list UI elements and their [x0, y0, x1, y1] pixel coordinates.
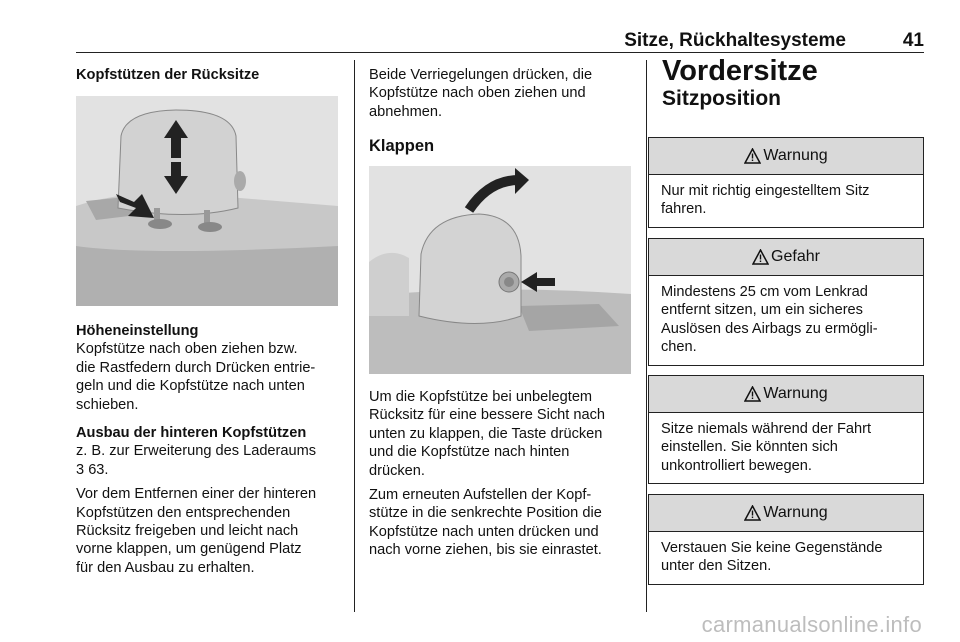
subheading-removal: Ausbau der hinteren Kopfstützen [76, 425, 307, 442]
subheading-fold: Klappen [369, 137, 435, 156]
paragraph: Vor dem Entfernen einer der hinteren Kopfstützen den entsprechenden Rücksitz freigeben und leicht nach vorne klappen, um genügend Platz für den Ausbau zu erhalten. [76, 486, 317, 576]
watermark: carmanualsonline.info [701, 612, 922, 637]
column-1-text [76, 322, 346, 577]
warning-box [648, 137, 924, 228]
column-divider [646, 60, 647, 612]
danger-box [648, 238, 924, 366]
column-1 [76, 66, 344, 84]
headrest-height-illustration [76, 96, 338, 306]
warning-box [648, 494, 924, 585]
subheading-seat-position: Sitzposition [662, 87, 781, 111]
header-divider [76, 52, 924, 53]
paragraph: Kopfstütze nach oben ziehen bzw. die Rastfedern durch Drücken entrie- geln und die Kopfstütze nach unten schieben. [76, 341, 316, 413]
warning-box-body: Sitze niemals während der Fahrt einstellen. Sie könnten sich unkontrolliert bewegen. [661, 421, 872, 474]
warning-box [648, 375, 924, 484]
section-title: Sitze, Rückhaltesysteme [624, 30, 846, 51]
column-2-text [369, 388, 639, 560]
column-3 [662, 55, 922, 111]
warning-box-header: Warnung [649, 138, 923, 175]
column-2 [369, 66, 639, 156]
warning-box-body: Nur mit richtig eingestelltem Sitz fahren. [661, 183, 870, 218]
warning-triangle-icon [744, 505, 761, 521]
danger-box-body: Mindestens 25 cm vom Lenkrad entfernt sitzen, um ein sicheres Auslösen des Airbags zu ermögli- chen. [661, 284, 878, 356]
warning-triangle-icon [752, 249, 769, 265]
column-divider [354, 60, 355, 612]
section-heading: Kopfstützen der Rücksitze [76, 67, 260, 83]
paragraph: Beide Verriegelungen drücken, die Kopfstütze nach oben ziehen und abnehmen. [369, 67, 593, 120]
subheading-height: Höheneinstellung [76, 323, 199, 339]
paragraph: z. B. zur Erweiterung des Laderaums 3 63. [76, 443, 317, 478]
reference-arrow-icon: 3 [76, 461, 85, 478]
warning-triangle-icon [744, 148, 761, 164]
paragraph: Um die Kopfstütze bei unbelegtem Rücksitz für eine bessere Sicht nach unten zu klappen, die Taste drücken und die Kopfstütze nach hinten drücken. [369, 389, 606, 479]
warning-box-body: Verstauen Sie keine Gegenstände unter den Sitzen. [661, 540, 883, 575]
paragraph: Zum erneuten Aufstellen der Kopf- stütze in die senkrechte Position die Kopfstütze nach unten drücken und nach vorne ziehen, bis sie einrastet. [369, 487, 602, 559]
page-header [76, 30, 924, 50]
warning-triangle-icon [744, 386, 761, 402]
page-number: 41 [902, 30, 924, 51]
warning-box-header: Warnung [649, 376, 923, 413]
page-reference[interactable]: 63. [88, 461, 109, 478]
danger-box-header: Gefahr [649, 239, 923, 276]
section-heading-front-seats: Vordersitze [662, 55, 818, 87]
headrest-fold-illustration [369, 166, 631, 374]
warning-box-header: Warnung [649, 495, 923, 532]
